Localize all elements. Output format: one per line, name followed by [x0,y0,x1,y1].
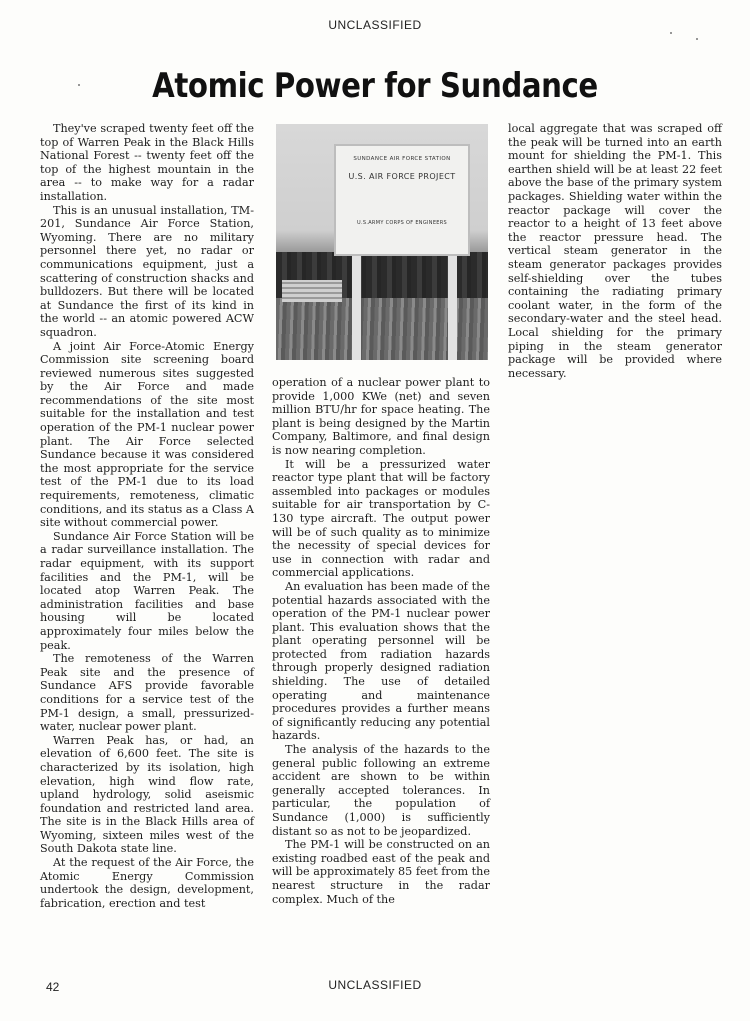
sign-post-right [448,254,457,360]
paragraph: An evaluation has been made of the potential hazards associated with the operation of the PM-1 nuclear power plant. This evaluation shows that the plant operating personnel will be protected from radiation hazards through properly designed radiation shielding. The use of detailed operating and maintenance procedures provides a further means of significantly reducing any potential hazards. [272,579,490,743]
scan-speck [78,84,80,86]
paragraph: The PM-1 will be constructed on an existing roadbed east of the peak and will be approximately 85 feet from the nearest structure in the radar complex. Much of the [272,838,490,906]
page-number: 42 [46,980,60,994]
paragraph: This is an unusual installation, TM-201, Sundance Air Force Station, Wyoming. There are no military personnel there yet, no radar or communications equipment, just a scattering of construction shacks and bulldozers. But there will be located at Sundance the first of its kind in the world -- an atomic powered ACW squadron. [40,203,254,339]
paragraph: It will be a pressurized water reactor type plant that will be factory assembled into packages or modules suitable for air transportation by C-130 type aircraft. The output power will be of such quality as to minimize the necessity of special devices for use in connection with radar and commercial applications. [272,457,490,580]
paragraph: The remoteness of the Warren Peak site and the presence of Sundance AFS provide favorable conditions for a service test of the PM-1 design, a small, pressurized-water, nuclear power plant. [40,652,254,734]
article-title: Atomic Power for Sundance [152,66,598,106]
sign-line-station: SUNDANCE AIR FORCE STATION [353,156,451,162]
sign-post-left [352,254,361,360]
paragraph: Sundance Air Force Station will be a radar surveillance installation. The radar equipment, with its support facilities and the PM-1, will be located atop Warren Peak. The administration facilities and base housing will be located approximately four miles below the peak. [40,529,254,652]
sign-line-project: U.S. AIR FORCE PROJECT [348,172,456,181]
article-column-2 [272,376,490,906]
paragraph: The analysis of the hazards to the general public following an extreme accident are shown to be within generally accepted tolerances. In particular, the population of Sundance (1,000) is sufficiently distant so as not to be jeopardized. [272,743,490,838]
scan-speck [696,38,698,40]
paragraph: At the request of the Air Force, the Atomic Energy Commission undertook the design, development, fabrication, erection and test [40,856,254,910]
paragraph: A joint Air Force-Atomic Energy Commission site screening board reviewed numerous sites suggested by the Air Force and made recommendations of the site most suitable for the installation and test operation of the PM-1 nuclear power plant. The Air Force selected Sundance because it was considered the most appropriate for the service test of the PM-1 due to its load requirements, remoteness, climatic conditions, and its status as a Class A site without commercial power. [40,339,254,530]
paragraph: operation of a nuclear power plant to provide 1,000 KWe (net) and seven million BTU/hr for space heating. The plant is being designed by the Martin Company, Baltimore, and final design is now nearing completion. [272,376,490,457]
sundance-sign-photo [276,124,488,360]
paragraph: Warren Peak has, or had, an elevation of 6,600 feet. The site is characterized by its isolation, high elevation, high wind flow rate, upland hydrology, solid aseismic foundation and restricted land area. The site is in the Black Hills area of Wyoming, sixteen miles west of the South Dakota state line. [40,733,254,856]
article-column-1 [40,122,254,910]
sign-line-engineers: U.S.ARMY CORPS OF ENGINEERS [357,220,447,226]
classification-header: UNCLASSIFIED [328,18,422,32]
paragraph: local aggregate that was scraped off the peak will be turned into an earth mount for shielding the PM-1. This earthen shield will be at least 22 feet above the base of the primary system packages. Shielding water within the reactor package will cover the reactor to a height of 13 feet above the reactor pressure head. The vertical steam generator in the steam generator packages provides self-shielding over the tubes containing the radiating primary coolant water, in the form of the secondary-water and the steel head. Local shielding for the primary piping in the steam generator package will be provided where necessary. [508,122,722,380]
scan-speck [670,32,672,34]
paragraph: They've scraped twenty feet off the top of Warren Peak in the Black Hills National Forest -- twenty feet off the top of the highest mountain in the area -- to make way for a radar installation. [40,122,254,203]
article-column-3 [508,122,722,380]
project-sign [334,144,470,256]
lumber-stack [282,280,342,302]
classification-footer: UNCLASSIFIED [328,978,422,992]
